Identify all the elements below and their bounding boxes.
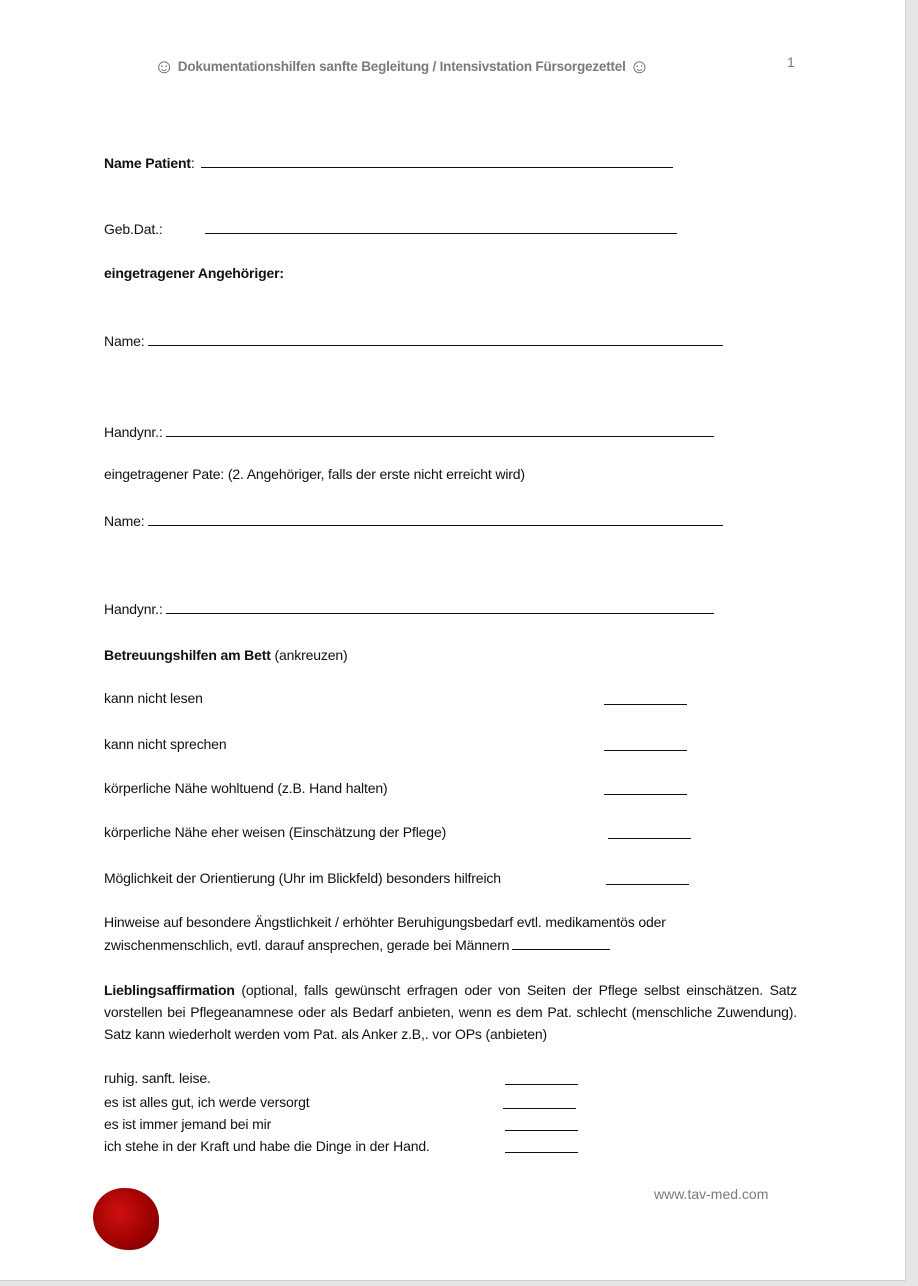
page-number: 1 — [787, 54, 795, 70]
label: Name Patient — [104, 155, 191, 171]
sponsor-name-field[interactable] — [148, 511, 723, 526]
care-hint: Hinweise auf besondere Ängstlichkeit / erhöhter Beruhigungsbedarf evtl. medikamentös oder — [104, 914, 666, 930]
affirmation-item: ich stehe in der Kraft und habe die Dinge in der Hand. — [104, 1138, 430, 1154]
care-checkbox-field[interactable] — [606, 870, 689, 885]
patient-name-field[interactable] — [201, 153, 673, 168]
sponsor-name-row — [104, 511, 723, 530]
label: Name: — [104, 513, 145, 529]
label: (optional, falls gewünscht erfragen oder von Seiten der Pflege selbst einschätzen. Satz vorstellen bei Pflegeanamnese oder als Bedarf anbieten, wenn es dem Pat. schlecht (menschliche Zuwendung). Satz kann wiederholt werden vom Pat. als Anker z.B,. vor OPs (anbieten) — [104, 982, 797, 1042]
label: (ankreuzen) — [270, 647, 348, 663]
website-link[interactable]: www.tav-med.com — [654, 1186, 769, 1202]
relative-phone-field[interactable] — [166, 422, 714, 437]
red-blot-logo — [93, 1188, 159, 1250]
care-item — [104, 823, 446, 841]
page-header — [154, 56, 649, 79]
care-item — [104, 869, 501, 887]
affirmation-field[interactable] — [505, 1116, 578, 1131]
label: kann nicht sprechen — [104, 736, 227, 752]
label: zwischenmenschlich, evtl. darauf ansprechen, gerade bei Männern — [104, 937, 510, 953]
label: : — [190, 155, 195, 171]
label: Handynr.: — [104, 424, 163, 440]
smiley-icon: ☺ — [154, 56, 175, 78]
care-item — [104, 779, 388, 797]
dob-field[interactable] — [205, 219, 677, 234]
affirmation-item: es ist immer jemand bei mir — [104, 1116, 272, 1132]
care-hint-field[interactable] — [512, 935, 610, 950]
affirmation-item: es ist alles gut, ich werde versorgt — [104, 1094, 310, 1110]
relative-name-field[interactable] — [148, 331, 723, 346]
label: Name: — [104, 333, 145, 349]
care-heading — [104, 646, 348, 664]
smiley-icon: ☺ — [629, 56, 650, 78]
label: Handynr.: — [104, 601, 163, 617]
care-checkbox-field[interactable] — [604, 736, 687, 751]
relative-phone-row — [104, 422, 714, 441]
care-checkbox-field[interactable] — [608, 824, 691, 839]
care-item — [104, 735, 226, 753]
affirmation-item: ruhig. sanft. leise. — [104, 1070, 211, 1086]
sponsor-phone-row — [104, 599, 714, 618]
affirmation-field[interactable] — [503, 1094, 576, 1109]
affirmation-field[interactable] — [505, 1070, 578, 1085]
affirmation-field[interactable] — [505, 1138, 578, 1153]
label: Geb.Dat.: — [104, 221, 163, 237]
label: körperliche Nähe eher weisen (Einschätzung der Pflege) — [104, 824, 447, 840]
care-hint — [104, 935, 610, 954]
label: Betreuungshilfen am Bett — [104, 647, 271, 663]
dob-row — [104, 219, 677, 238]
label: kann nicht lesen — [104, 690, 203, 706]
care-checkbox-field[interactable] — [604, 780, 687, 795]
care-checkbox-field[interactable] — [604, 690, 687, 705]
label: Möglichkeit der Orientierung (Uhr im Blickfeld) besonders hilfreich — [104, 870, 501, 886]
affirmation-paragraph — [104, 979, 797, 1045]
relative-heading: eingetragener Angehöriger: — [104, 265, 284, 281]
sponsor-phone-field[interactable] — [166, 599, 714, 614]
label: Lieblingsaffirmation — [104, 982, 235, 998]
relative-name-row — [104, 331, 723, 350]
label: körperliche Nähe wohltuend (z.B. Hand halten) — [104, 780, 388, 796]
patient-name-row — [104, 153, 673, 172]
sponsor-heading: eingetragener Pate: (2. Angehöriger, falls der erste nicht erreicht wird) — [104, 466, 525, 482]
care-item — [104, 689, 203, 707]
header-title: Dokumentationshilfen sanfte Begleitung / Intensivstation Fürsorgezettel — [177, 59, 626, 74]
